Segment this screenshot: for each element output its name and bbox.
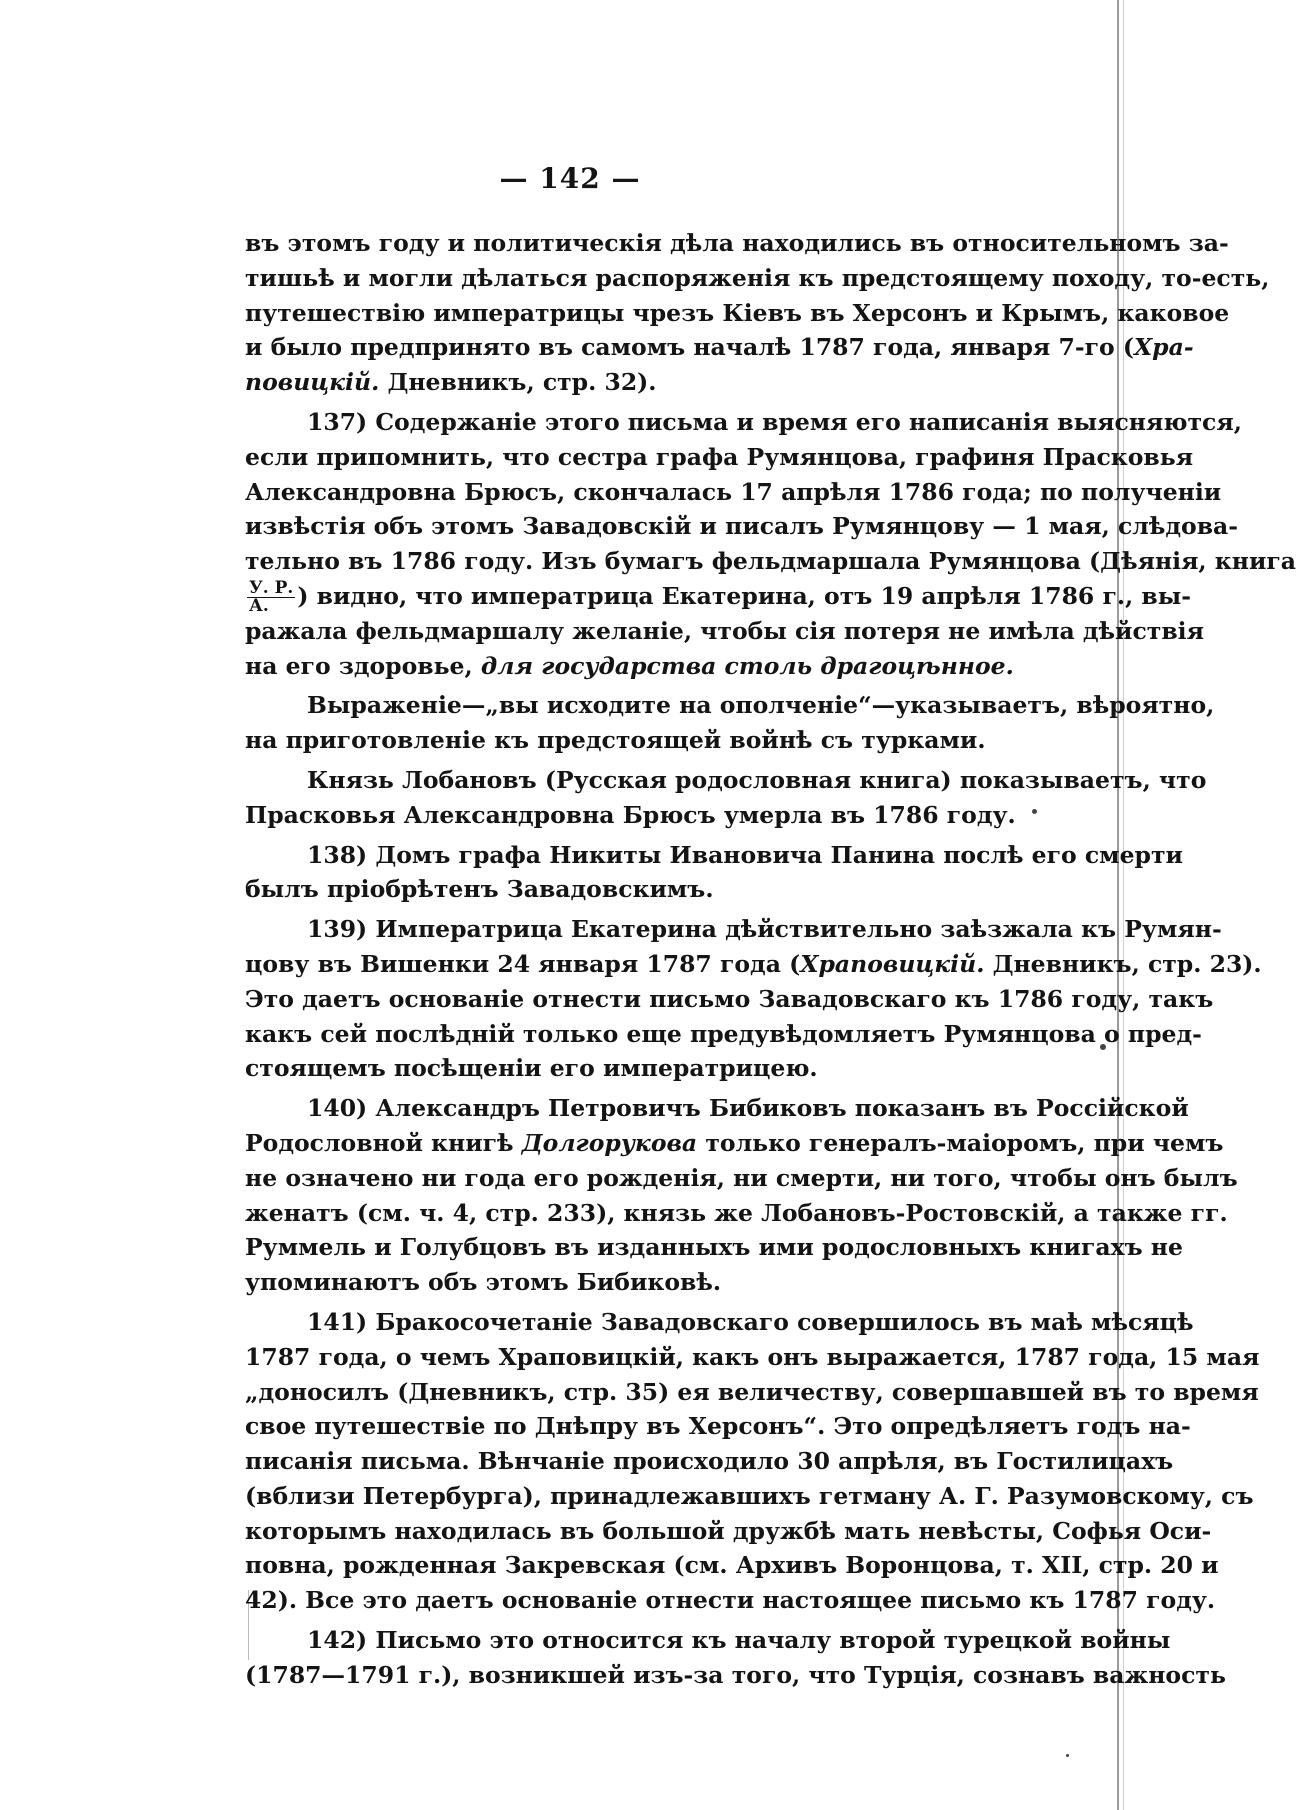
- text-segment: стоящемъ посѣщеніи его императрицею.: [245, 1054, 818, 1083]
- text-line: [245, 1196, 1228, 1231]
- text-segment: если припомнить, что сестра графа Румянцова, графиня Прасковья: [245, 442, 1194, 471]
- text-line: [245, 544, 1296, 579]
- text-line: [245, 1161, 1238, 1196]
- text-line: [245, 763, 1207, 798]
- text-line: [245, 440, 1194, 475]
- text-line: [245, 1017, 1202, 1052]
- text-line: [245, 475, 1222, 510]
- text-segment: свое путешествіе по Днѣпру въ Херсонъ“. Это опредѣляетъ годъ на-: [245, 1412, 1191, 1441]
- text-segment: (1787—1791 г.), возникшей изъ-за того, что Турція, сознавъ важность: [245, 1660, 1226, 1689]
- paragraph: [245, 912, 1262, 1086]
- text-line: [245, 1230, 1183, 1265]
- text-segment: „доносилъ (Дневникъ, стр. 35) ея величеству, совершавшей въ то время: [245, 1377, 1259, 1406]
- text-line: [245, 723, 1045, 758]
- text-segment: на приготовленіе къ предстоящей войнѣ съ турками.: [245, 726, 986, 755]
- text-line: [245, 1409, 1191, 1444]
- text-segment: Князь Лобановъ (Русская родословная книга) показываетъ, что: [307, 765, 1207, 794]
- text-segment: Родословной книгѣ: [245, 1128, 522, 1157]
- text-segment: 1787 года, о чемъ Храповицкій, какъ онъ выражается, 1787 года, 15 мая: [245, 1342, 1260, 1371]
- text-line: [245, 1548, 1219, 1583]
- paragraph: [245, 1305, 1260, 1618]
- text-line: [245, 912, 1222, 947]
- paragraph: [245, 1091, 1238, 1300]
- italic-text: Хра-: [1133, 333, 1194, 362]
- text-line: [245, 982, 1214, 1017]
- text-line: [245, 509, 1239, 544]
- text-line: [245, 798, 1045, 833]
- text-segment: на его здоровье,: [245, 651, 481, 680]
- italic-text: для государства столь драгоцѣнное.: [480, 651, 1014, 680]
- text-line: [245, 1340, 1260, 1375]
- text-segment: 139) Императрица Екатерина дѣйствительно заѣзжала къ Румян-: [307, 915, 1222, 944]
- text-segment: писанія письма. Вѣнчаніе происходило 30 апрѣля, въ Гостилицахъ: [245, 1447, 1174, 1476]
- text-line: [245, 1051, 1045, 1086]
- text-segment: тельно въ 1786 году. Изъ бумагъ фельдмаршала Румянцова (Дѣянія, книга: [245, 547, 1296, 576]
- text-line: [245, 947, 1262, 982]
- text-line: [245, 1583, 1216, 1618]
- text-segment: не означено ни года его рожденія, ни смерти, ни того, чтобы онъ былъ: [245, 1163, 1238, 1192]
- text-line: [245, 614, 1204, 649]
- fraction-reference: [247, 577, 295, 616]
- text-segment: въ этомъ году и политическія дѣла находились въ относительномъ за-: [245, 229, 1229, 257]
- italic-text: Храповицкій.: [800, 949, 985, 978]
- text-line: [245, 1514, 1212, 1549]
- text-segment: Дневникъ, стр. 23).: [984, 949, 1262, 978]
- paragraph: [245, 226, 1270, 400]
- text-line: [245, 577, 1192, 616]
- text-segment: Это даетъ основаніе отнести письмо Завадовскаго къ 1786 году, такъ: [245, 984, 1214, 1013]
- text-segment: цову въ Вишенки 24 января 1787 года (: [245, 949, 801, 978]
- text-line: [245, 1265, 1045, 1300]
- text-segment: Дневникъ, стр. 32).: [379, 368, 657, 397]
- text-segment: тишьѣ и могли дѣлаться распоряженія къ предстоящему походу, то-есть,: [245, 263, 1270, 292]
- text-line: [245, 1658, 1226, 1693]
- page-number: — 142 —: [499, 162, 641, 195]
- text-segment: извѣстія объ этомъ Завадовскій и писалъ Румянцову — 1 мая, слѣдова-: [245, 512, 1239, 541]
- text-segment: Выраженіе—„вы исходите на ополченіе“—указываетъ, вѣроятно,: [307, 691, 1215, 720]
- text-segment: которымъ находилась въ большой дружбѣ мать невѣсты, Софья Оси-: [245, 1516, 1212, 1545]
- text-segment: только генералъ-маіоромъ, при чемъ: [697, 1128, 1224, 1157]
- paragraph: [245, 763, 1207, 833]
- text-segment: Прасковья Александровна Брюсъ умерла въ 1786 году.: [245, 800, 1016, 829]
- text-line: [245, 1444, 1174, 1479]
- text-segment: повна, рожденная Закревская (см. Архивъ Воронцова, т. XII, стр. 20 и: [245, 1551, 1219, 1580]
- text-segment: Руммель и Голубцовъ въ изданныхъ ими родословныхъ книгахъ не: [245, 1233, 1183, 1262]
- text-segment: 138) Домъ графа Никиты Ивановича Панина послѣ его смерти: [307, 840, 1183, 869]
- text-line: [245, 1305, 1194, 1340]
- italic-text: Долгорукова: [521, 1128, 698, 1157]
- text-line: [245, 226, 1229, 261]
- italic-text: повицкій.: [245, 368, 380, 397]
- text-segment: 137) Содержаніе этого письма и время его написанія выясняются,: [307, 407, 1242, 436]
- text-line: [245, 688, 1215, 723]
- text-line: [245, 296, 1230, 331]
- paragraph: [245, 1623, 1226, 1693]
- text-segment: 140) Александръ Петровичъ Бибиковъ показанъ въ Россійской: [307, 1094, 1189, 1123]
- paragraph: [245, 838, 1183, 908]
- fraction-numerator: У. Р.: [249, 577, 294, 598]
- ink-speck: [1066, 1754, 1069, 1757]
- text-segment: женатъ (см. ч. 4, стр. 233), князь же Лобановъ-Ростовскій, а также гг.: [245, 1198, 1228, 1227]
- text-line: [245, 405, 1242, 440]
- text-segment: и было предпринято въ самомъ началѣ 1787 года, января 7-го (: [245, 333, 1134, 362]
- text-line: [245, 1479, 1254, 1514]
- text-line: [245, 1623, 1171, 1658]
- body-text: [245, 226, 1296, 1693]
- text-segment: упоминаютъ объ этомъ Бибиковѣ.: [245, 1268, 722, 1297]
- text-segment: 42). Все это даетъ основаніе отнести настоящее письмо къ 1787 году.: [245, 1586, 1216, 1615]
- text-segment: путешествію императрицы чрезъ Кіевъ въ Херсонъ и Крымъ, каковое: [245, 298, 1230, 327]
- paragraph: [245, 405, 1296, 683]
- text-line: [245, 649, 1045, 684]
- text-line: [245, 330, 1194, 365]
- text-line: [245, 261, 1270, 296]
- text-segment: былъ пріобрѣтенъ Завадовскимъ.: [245, 875, 714, 904]
- text-line: [245, 872, 1045, 907]
- text-segment: ражала фельдмаршалу желаніе, чтобы сія потеря не имѣла дѣйствія: [245, 616, 1204, 645]
- fraction-denominator: А.: [249, 595, 269, 616]
- text-segment: Александровна Брюсъ, скончалась 17 апрѣля 1786 года; по полученіи: [245, 477, 1222, 506]
- text-segment: какъ сей послѣдній только еще предувѣдомляетъ Румянцова о пред-: [245, 1019, 1202, 1048]
- text-line: [245, 838, 1183, 873]
- paragraph: [245, 688, 1215, 758]
- text-line: [245, 365, 1045, 400]
- text-segment: 142) Письмо это относится къ началу второй турецкой войны: [307, 1626, 1171, 1655]
- text-line: [245, 1091, 1189, 1126]
- text-segment: ) видно, что императрица Екатерина, отъ 19 апрѣля 1786 г., вы-: [297, 581, 1192, 610]
- text-segment: (вблизи Петербурга), принадлежавшихъ гетману А. Г. Разумовскому, съ: [245, 1481, 1254, 1510]
- text-line: [245, 1126, 1224, 1161]
- text-line: [245, 1375, 1259, 1410]
- text-segment: 141) Бракосочетаніе Завадовскаго совершилось въ маѣ мѣсяцѣ: [307, 1307, 1194, 1336]
